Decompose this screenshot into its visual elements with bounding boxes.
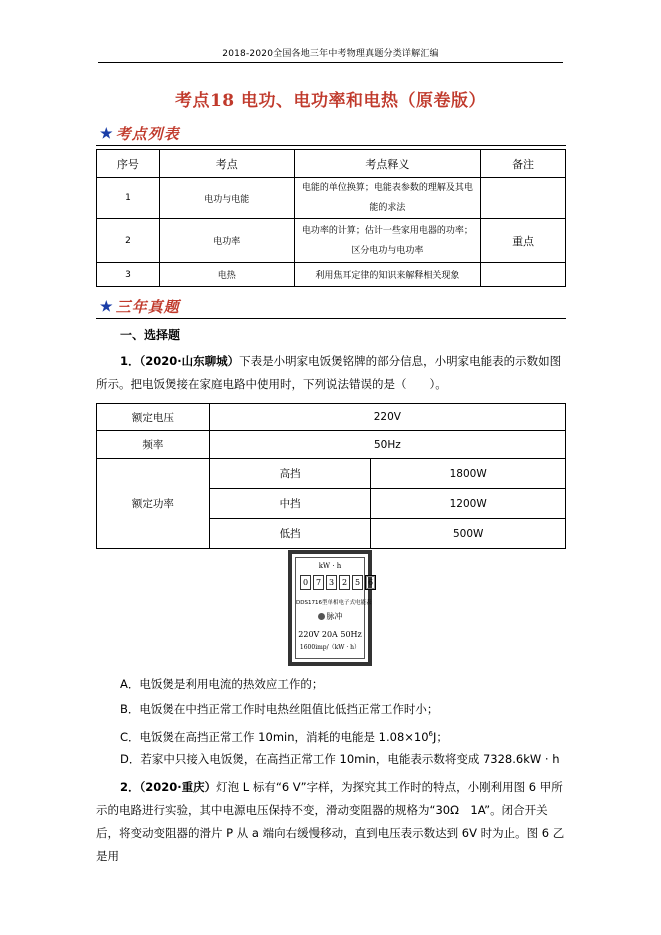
section-divider	[96, 145, 566, 146]
meter-face	[295, 557, 374, 659]
spec-label: 频率	[97, 431, 210, 459]
question-body: 灯泡 L 标有“6 V”字样，为探究其工作时的特点，小刚利用图 6 甲所示的电路进行实验，其中电源电压保持不变，滑动变阻器的规格为“30Ω 1A”。闭合开关后，将变动变阻器的滑片 P 从 a 端向右缓慢移动，直到电压表示数达到 6V 时为止。图 6 乙是用	[96, 780, 565, 863]
section-heading-label: 三年真题	[115, 298, 180, 316]
rice-cooker-spec-table	[96, 403, 566, 549]
row-topic: 电功与电能	[159, 178, 294, 219]
meter-rating: 220V 20A 50Hz	[298, 630, 362, 639]
meter-digit: 7	[313, 575, 324, 590]
table-row	[97, 219, 566, 263]
gear-power: 1800W	[371, 459, 566, 489]
row-note: 重点	[481, 219, 566, 263]
question-1-text	[96, 350, 566, 396]
star-icon: ★	[100, 125, 114, 142]
option-b: B．电饭煲在中挡正常工作时电热丝阻值比低挡正常工作时小；	[120, 702, 439, 716]
meter-pulse	[296, 611, 364, 622]
gear-power: 500W	[371, 519, 566, 549]
meter-unit: kW · h	[318, 562, 342, 570]
row-description: 电功率的计算；估计一些家用电器的功率；区分电功与电功率	[294, 219, 481, 263]
spec-value: 50Hz	[209, 431, 565, 459]
column-header: 序号	[97, 150, 160, 178]
row-number: 2	[97, 219, 160, 263]
pulse-label: 脉冲	[326, 612, 343, 621]
electric-meter-figure	[288, 550, 372, 666]
meter-impulse-constant: 1600imp/（kW · h）	[299, 644, 361, 651]
spec-label: 额定功率	[97, 459, 210, 549]
meter-digits	[300, 575, 376, 590]
section-heading-exams	[100, 296, 180, 317]
table-row	[97, 178, 566, 219]
star-icon: ★	[100, 298, 114, 315]
row-topic: 电热	[159, 263, 294, 287]
row-description: 利用焦耳定律的知识来解释相关现象	[294, 263, 481, 287]
subheading: 一、选择题	[120, 328, 181, 342]
gear-name: 高挡	[209, 459, 371, 489]
pulse-light-icon	[318, 613, 325, 620]
header-divider	[98, 62, 563, 63]
option-c-exponent: 6	[428, 730, 434, 738]
column-header: 考点释义	[294, 150, 481, 178]
meter-model: DDS1716型单相电子式电能表	[296, 600, 372, 606]
spec-label: 额定电压	[97, 404, 210, 431]
page-title: 考点18 电功、电功率和电热（原卷版）	[174, 91, 487, 111]
option-c-text: C．电饭煲在高挡正常工作 10min，消耗的电能是 1.08×10	[120, 729, 429, 744]
meter-digit-decimal: 6	[365, 575, 376, 590]
section-divider	[96, 318, 566, 319]
table-row	[97, 263, 566, 287]
page-header: 2018-2020全国各地三年中考物理真题分类详解汇编	[222, 49, 439, 59]
meter-digit: 3	[326, 575, 337, 590]
table-row	[97, 404, 566, 431]
option-c-unit: J；	[433, 729, 448, 744]
column-header: 备注	[481, 150, 566, 178]
row-note	[481, 263, 566, 287]
question-source: 1．（2020·山东聊城）	[120, 354, 240, 368]
section-heading-label: 考点列表	[115, 125, 180, 143]
gear-name: 中挡	[209, 489, 371, 519]
gear-power: 1200W	[371, 489, 566, 519]
option-c	[120, 724, 448, 747]
table-header-row	[97, 150, 566, 178]
row-note	[481, 178, 566, 219]
topics-table	[96, 149, 566, 287]
question-source: 2．（2020·重庆）	[120, 780, 217, 794]
meter-digit: 5	[352, 575, 363, 590]
option-d: D．若家中只接入电饭煲，在高挡正常工作 10min，电能表示数将变成 7328.6kW · h	[120, 752, 560, 766]
column-header: 考点	[159, 150, 294, 178]
spec-value: 220V	[209, 404, 565, 431]
row-topic: 电功率	[159, 219, 294, 263]
question-body: 下表是小明家电饭煲铭牌的部分信息，小明家电能表的示数如图所示。把电饭煲接在家庭电路中使用时，下列说法错误的是（ ）。	[96, 354, 562, 391]
table-row	[97, 431, 566, 459]
option-a: A．电饭煲是利用电流的热效应工作的；	[120, 677, 324, 691]
row-description: 电能的单位换算；电能表参数的理解及其电能的求法	[294, 178, 481, 219]
row-number: 1	[97, 178, 160, 219]
gear-name: 低挡	[209, 519, 371, 549]
section-heading-topics	[100, 123, 180, 144]
meter-digit: 0	[300, 575, 311, 590]
row-number: 3	[97, 263, 160, 287]
table-row	[97, 459, 566, 489]
meter-digit: 2	[339, 575, 350, 590]
question-2-text	[96, 776, 566, 868]
